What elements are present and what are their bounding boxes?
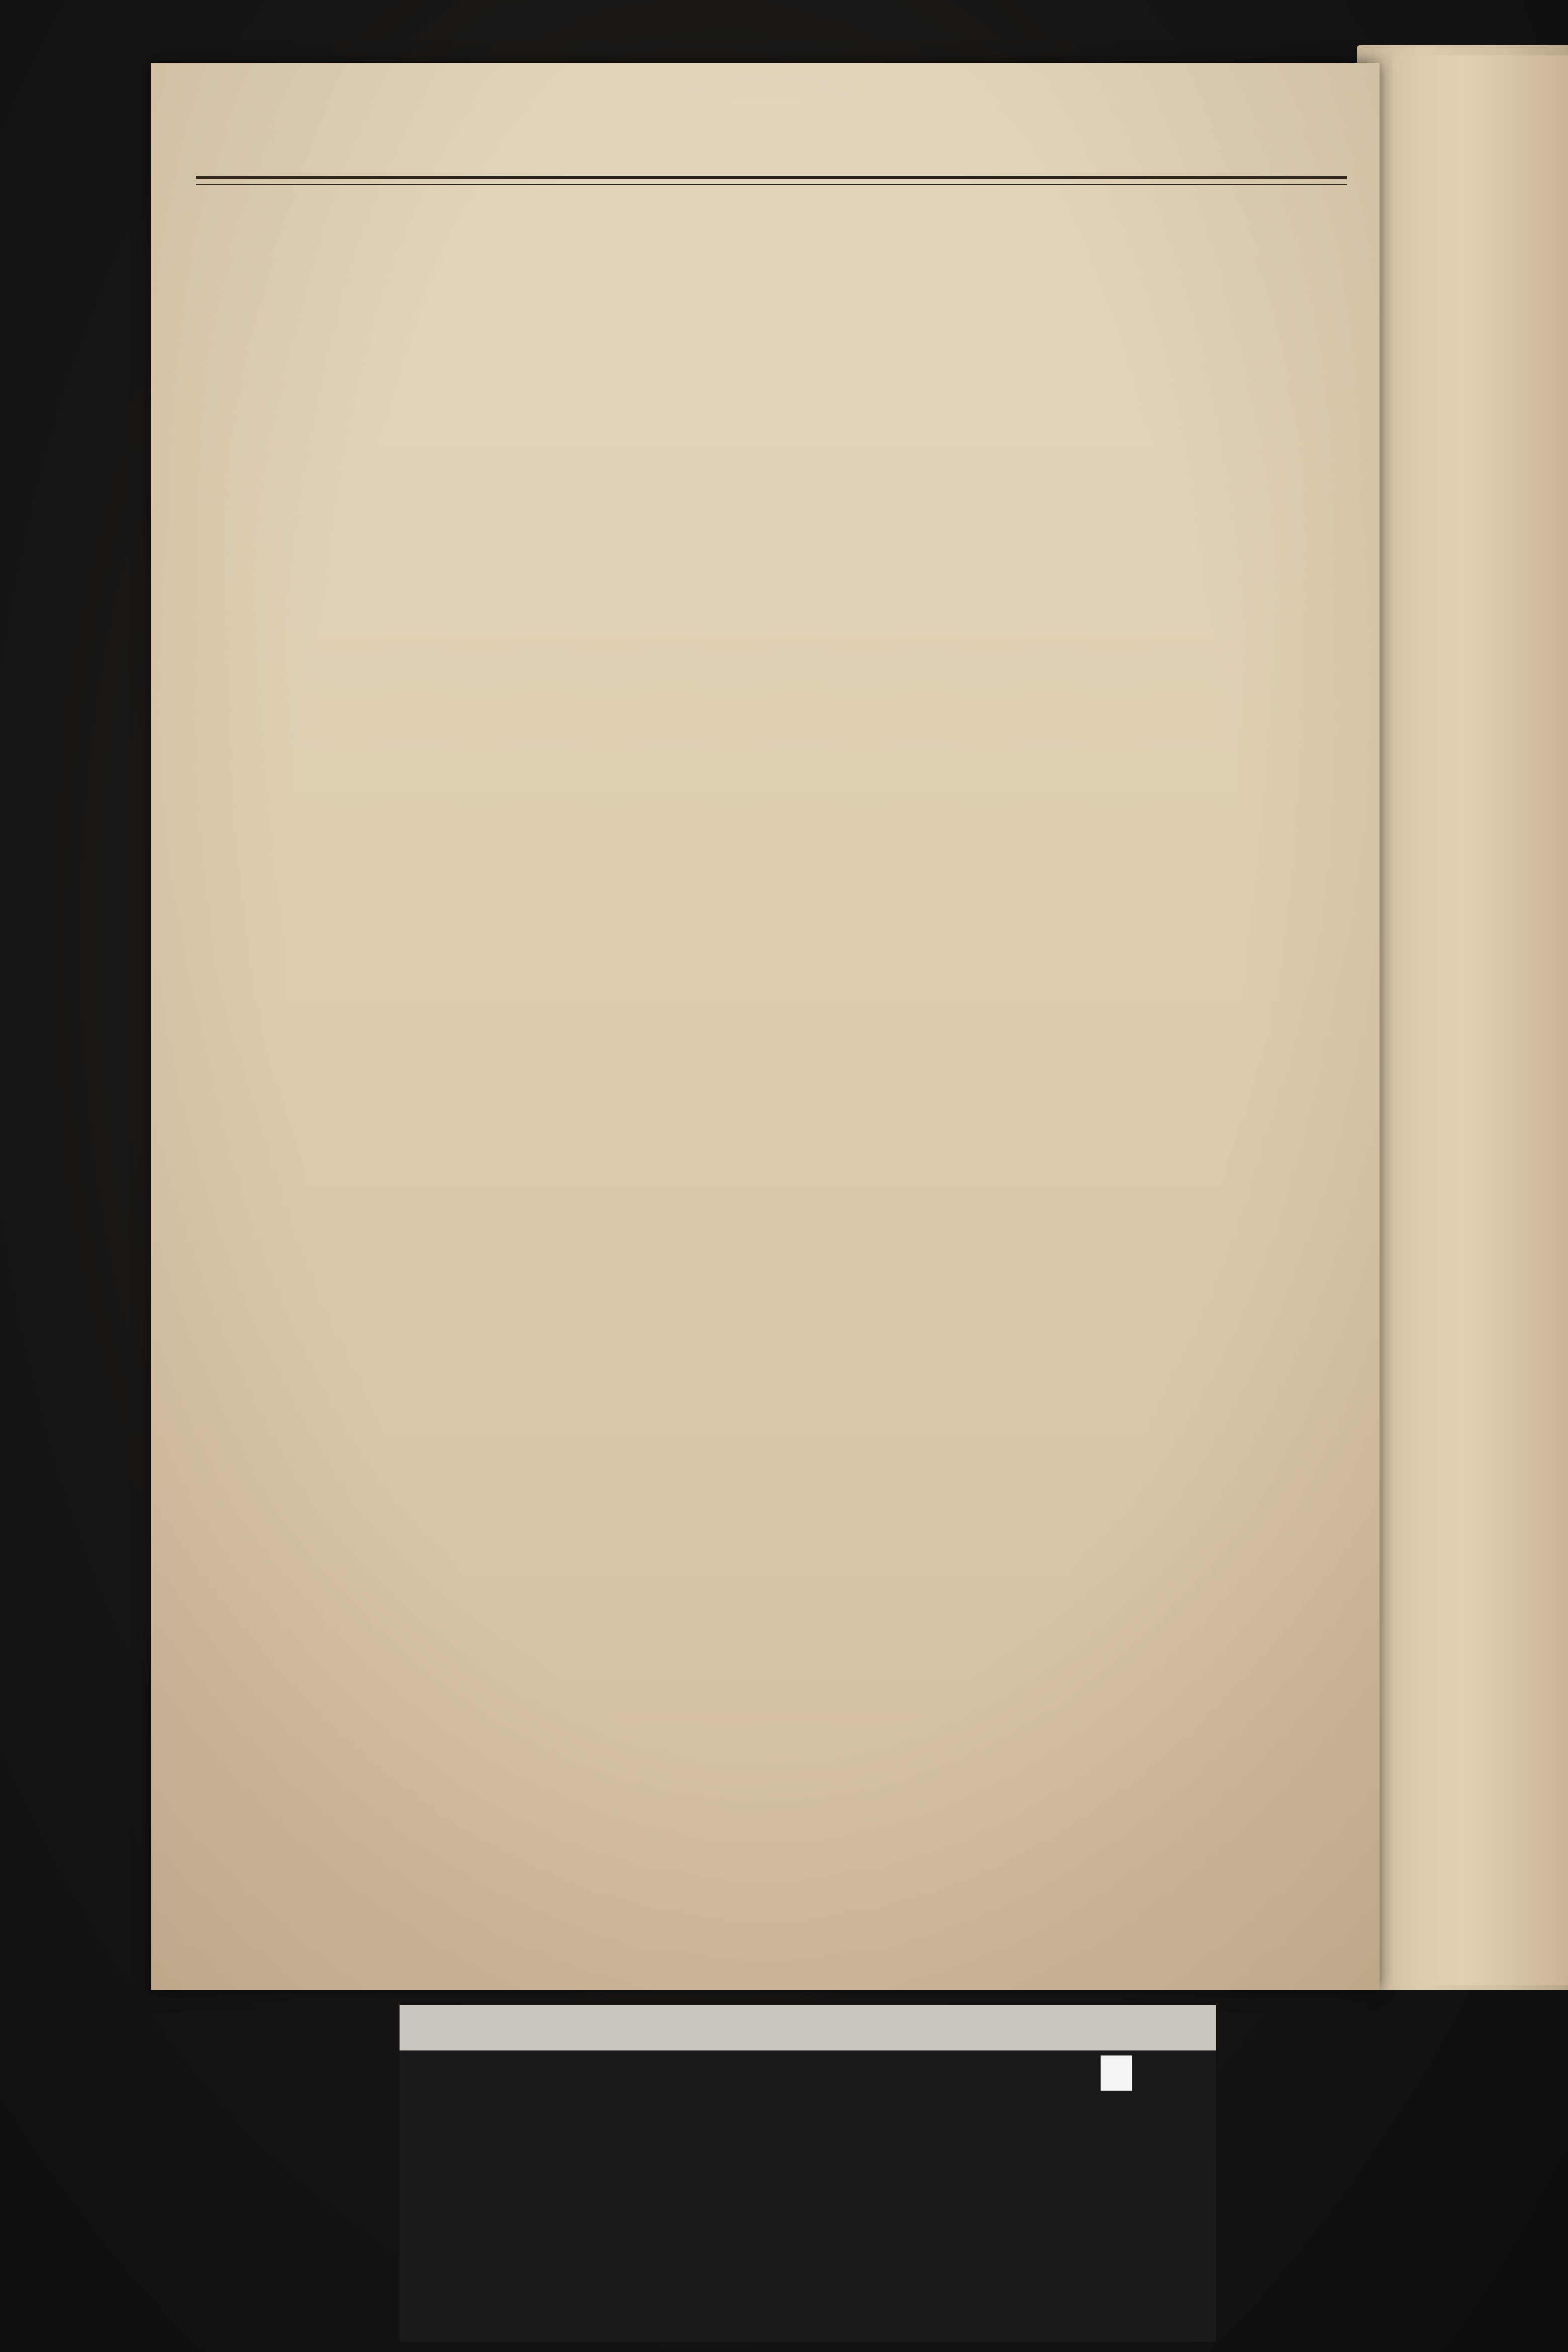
swatch-labels [400, 2098, 1216, 2121]
page-header [196, 117, 1347, 172]
colour-chart [400, 2005, 1216, 2342]
logo [1101, 2055, 1132, 2091]
swatch-row-light [400, 2123, 1216, 2232]
newspaper-page [151, 63, 1380, 1990]
swatch-grid [400, 2123, 1216, 2342]
text-columns [196, 193, 1347, 1927]
page-stack-edge-inner [1392, 55, 1568, 1985]
header-rule [196, 176, 1347, 185]
ruler [400, 2005, 1216, 2050]
swatch-row-saturated [400, 2232, 1216, 2341]
